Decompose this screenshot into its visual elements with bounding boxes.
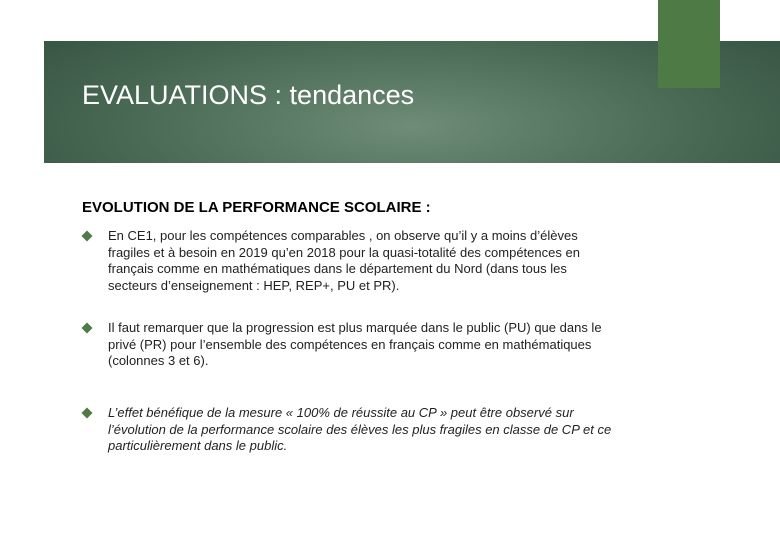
diamond-bullet-icon <box>81 407 92 418</box>
accent-square <box>658 0 720 88</box>
diamond-bullet-icon <box>81 322 92 333</box>
bullet-text: L’effet bénéfique de la mesure « 100% de réussite au CP » peut être observé sur l’évolution de la performance scolaire des élèves les plus fragiles en classe de CP et ce particulièrement dans le public. <box>108 405 612 454</box>
bullet-text: Il faut remarquer que la progression est plus marquée dans le public (PU) que dans le privé (PR) pour l’ensemble des compétences en français comme en mathématiques (colonnes 3 et 6). <box>108 320 602 369</box>
bullet-text: En CE1, pour les compétences comparables , on observe qu’il y a moins d’élèves fragiles et à besoin en 2019 qu’en 2018 pour la quasi-totalité des compétences en français comme en mathématiques dans le département du Nord (dans tous les secteurs d’enseignement : HEP, REP+, PU et PR). <box>108 228 580 293</box>
bullet-item <box>82 320 612 370</box>
section-heading: EVOLUTION DE LA PERFORMANCE SCOLAIRE : <box>82 199 431 216</box>
diamond-bullet-icon <box>81 230 92 241</box>
bullet-item <box>82 405 612 455</box>
slide-title: EVALUATIONS : tendances <box>82 80 415 110</box>
bullet-item <box>82 228 612 294</box>
